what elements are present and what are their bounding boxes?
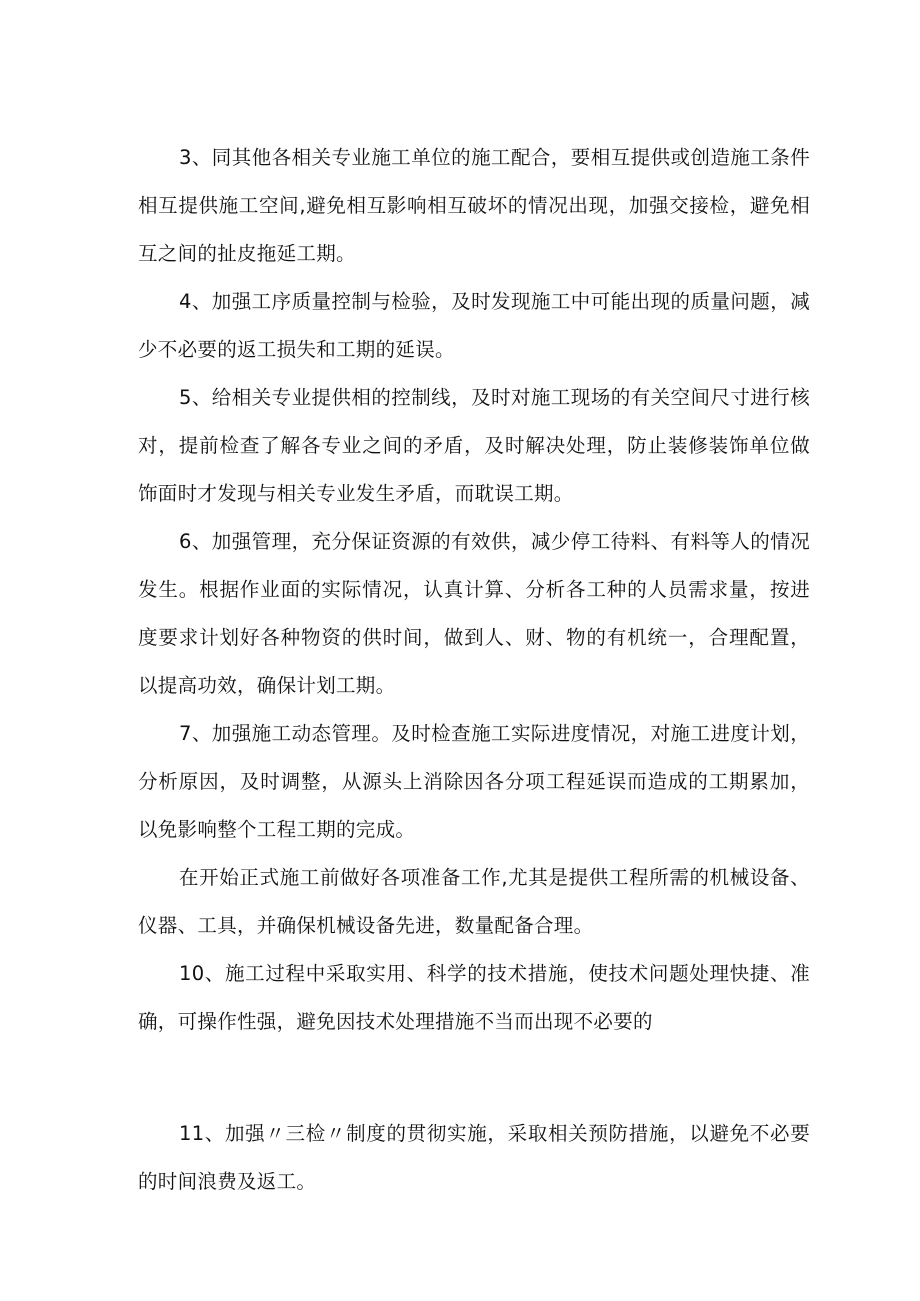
paragraph-3: 3、同其他各相关专业施工单位的施工配合，要相互提供或创造施工条件相互提供施工空间,避免相互影响相互破坏的情况出现，加强交接检，避免相互之间的扯皮拖延工期。	[138, 146, 810, 265]
paragraph-11: 11、加强〃三检〃制度的贯彻实施，采取相关预防措施，以避免不必要的时间浪费及返工。	[138, 1122, 810, 1193]
paragraph-preparation: 在开始正式施工前做好各项准备工作,尤其是提供工程所需的机械设备、仪器、工具，并确保机械设备先进，数量配备合理。	[138, 866, 810, 937]
paragraph-10: 10、施工过程中采取实用、科学的技术措施，使技术问题处理快捷、准确，可操作性强，避免因技术处理措施不当而出现不必要的	[138, 962, 810, 1033]
document-body	[138, 134, 810, 1206]
paragraph-7: 7、加强施工动态管理。及时检查施工实际进度情况，对施工进度计划，分析原因，及时调整，从源头上消除因各分项工程延误而造成的工期累加，以免影响整个工程工期的完成。	[138, 722, 810, 841]
paragraph-5: 5、给相关专业提供相的控制线，及时对施工现场的有关空间尺寸进行核对，提前检查了解各专业之间的矛盾，及时解决处理，防止装修装饰单位做饰面时才发现与相关专业发生矛盾，而耽误工期。	[138, 386, 810, 505]
paragraph-6: 6、加强管理，充分保证资源的有效供，减少停工待料、有料等人的情况发生。根据作业面的实际情况，认真计算、分析各工种的人员需求量，按进度要求计划好各种物资的供时间，做到人、财、物的有机统一，合理配置，以提高功效，确保计划工期。	[138, 530, 810, 697]
paragraph-4: 4、加强工序质量控制与检验，及时发现施工中可能出现的质量问题，减少不必要的返工损失和工期的延误。	[138, 290, 810, 361]
